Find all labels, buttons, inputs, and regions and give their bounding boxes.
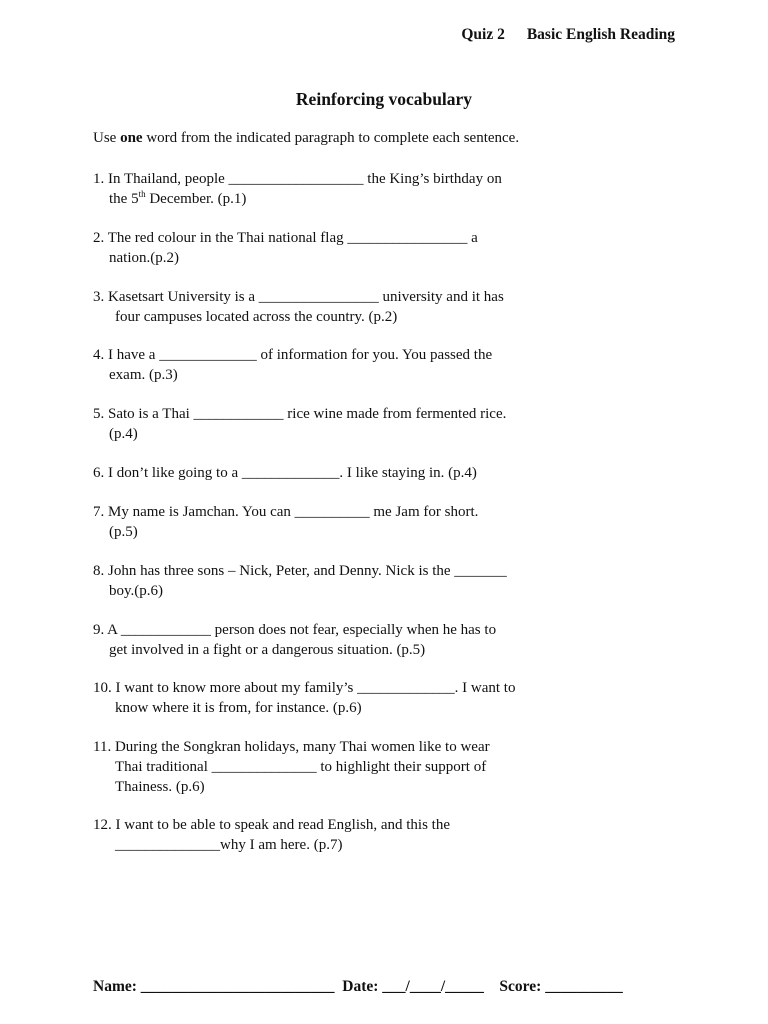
question-line: 11. During the Songkran holidays, many Thai women like to wear	[93, 739, 490, 755]
question-text: December. (p.1)	[145, 191, 247, 207]
page-title: Reinforcing vocabulary	[295, 89, 473, 109]
instructions-suffix: word from the indicated paragraph to complete each sentence.	[142, 130, 520, 146]
question-2	[93, 228, 563, 268]
question-text: the 5	[109, 191, 139, 207]
question-line: exam. (p.3)	[109, 367, 178, 383]
question-line: 1. In Thailand, people __________________ the King’s birthday on	[93, 171, 502, 187]
question-line: nation.(p.2)	[109, 250, 179, 266]
question-line: know where it is from, for instance. (p.6)	[115, 700, 362, 716]
question-line	[93, 189, 563, 209]
question-line: 6. I don’t like going to a _____________. I like staying in. (p.4)	[93, 465, 477, 481]
question-line: 7. My name is Jamchan. You can __________ me Jam for short.	[93, 504, 479, 520]
question-line: ______________why I am here. (p.7)	[115, 837, 343, 853]
question-line: 12. I want to be able to speak and read English, and this the	[93, 817, 450, 833]
score-field: Score: __________	[499, 978, 623, 995]
question-12	[93, 815, 563, 855]
question-6	[93, 463, 563, 483]
date-field: Date: ___/____/_____	[342, 978, 484, 995]
question-1	[93, 169, 563, 209]
name-field: Name: _________________________	[93, 978, 335, 995]
question-4	[93, 345, 563, 385]
question-line: 3. Kasetsart University is a ________________ university and it has	[93, 289, 504, 305]
question-8	[93, 561, 563, 601]
question-7	[93, 502, 563, 542]
superscript: th	[138, 189, 146, 199]
question-line: four campuses located across the country. (p.2)	[115, 309, 398, 325]
instructions-emphasis: one	[120, 130, 143, 146]
footer	[93, 978, 623, 996]
question-line: 2. The red colour in the Thai national flag ________________ a	[93, 230, 478, 246]
instructions-prefix: Use	[93, 130, 121, 146]
question-line: 4. I have a _____________ of information for you. You passed the	[93, 347, 493, 363]
header	[461, 26, 675, 44]
question-line: (p.4)	[109, 426, 138, 442]
question-line: (p.5)	[109, 524, 138, 540]
question-line: get involved in a fight or a dangerous situation. (p.5)	[109, 642, 426, 658]
question-line: 8. John has three sons – Nick, Peter, and Denny. Nick is the _______	[93, 563, 507, 579]
question-9	[93, 620, 563, 660]
question-10	[93, 678, 563, 718]
question-5	[93, 404, 563, 444]
question-line: boy.(p.6)	[109, 583, 164, 599]
question-line: 9. A ____________ person does not fear, especially when he has to	[93, 622, 497, 638]
question-line: 10. I want to know more about my family’s _____________. I want to	[93, 680, 516, 696]
question-11	[93, 737, 563, 797]
question-line: 5. Sato is a Thai ____________ rice wine made from fermented rice.	[93, 406, 507, 422]
instructions	[93, 130, 519, 147]
quiz-number: Quiz 2	[461, 26, 505, 43]
question-line: Thai traditional ______________ to highlight their support of	[115, 759, 487, 775]
question-line: Thainess. (p.6)	[115, 779, 205, 795]
course-title: Basic English Reading	[526, 26, 675, 43]
question-3	[93, 287, 563, 327]
